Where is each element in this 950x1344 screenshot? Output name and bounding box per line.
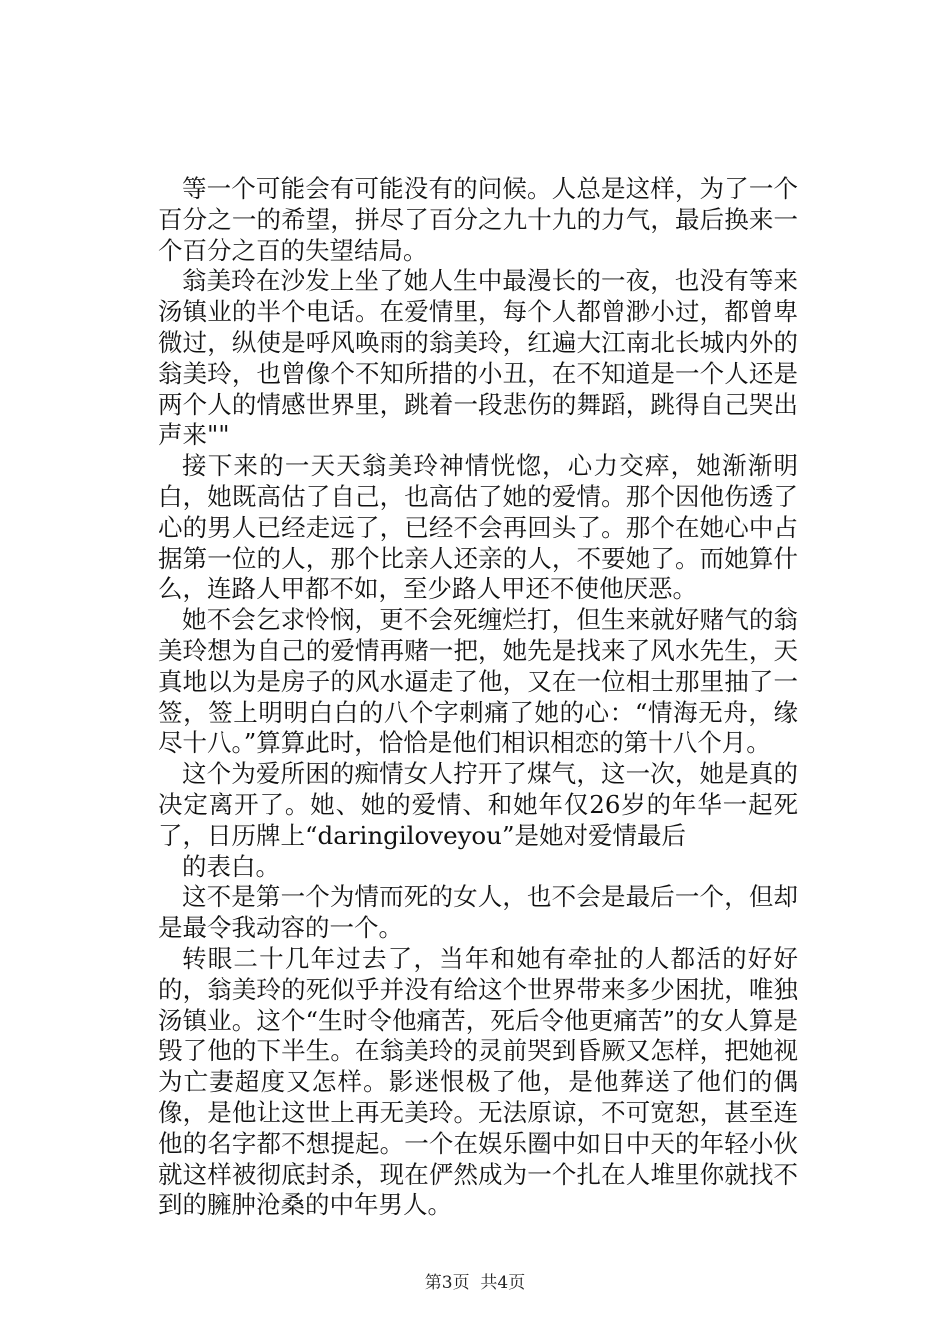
paragraph: 这个为爱所困的痴情女人拧开了煤气，这一次，她是真的决定离开了。她、她的爱情、和她年仅26岁的年华一起死了，日历牌上“daringiloveyou”是她对爱情最后	[158, 759, 798, 850]
document-body	[158, 174, 798, 1221]
paragraph: 的表白。	[182, 851, 280, 881]
paragraph: 转眼二十几年过去了，当年和她有牵扯的人都活的好好的，翁美玲的死似乎并没有给这个世界带来多少困扰，唯独汤镇业。这个“生时令他痛苦，死后令他更痛苦”的女人算是毁了他的下半生。在翁美玲的灵前哭到昏厥又怎样，把她视为亡妻超度又怎样。影迷恨极了他，是他葬送了他们的偶像，是他让这世上再无美玲。无法原谅，不可宽恕，甚至连他的名字都不想提起。一个在娱乐圈中如日中天的年轻小伙就这样被彻底封杀，现在俨然成为一个扎在人堆里你就找不到的臃肿沧桑的中年男人。	[158, 943, 798, 1220]
page-number-label: 第3页 共4页	[424, 1273, 526, 1293]
paragraph: 接下来的一天天翁美玲神情恍惚，心力交瘁，她渐渐明白，她既高估了自己，也高估了她的爱情。那个因他伤透了心的男人已经走远了，已经不会再回头了。那个在她心中占据第一位的人，那个比亲人还亲的人，不要她了。而她算什么，连路人甲都不如，至少路人甲还不使他厌恶。	[158, 451, 798, 604]
page-footer	[0, 1268, 950, 1293]
paragraph: 翁美玲在沙发上坐了她人生中最漫长的一夜，也没有等来汤镇业的半个电话。在爱情里，每个人都曾渺小过，都曾卑微过，纵使是呼风唤雨的翁美玲，红遍大江南北长城内外的翁美玲，也曾像个不知所措的小丑，在不知道是一个人还是两个人的情感世界里，跳着一段悲伤的舞蹈，跳得自己哭出声来""	[158, 266, 798, 450]
paragraph: 这不是第一个为情而死的女人，也不会是最后一个，但却是最令我动容的一个。	[158, 882, 798, 943]
paragraph: 她不会乞求怜悯，更不会死缠烂打，但生来就好赌气的翁美玲想为自己的爱情再赌一把，她先是找来了风水先生，天真地以为是房子的风水逼走了他，又在一位相士那里抽了一签，签上明明白白的八个字刺痛了她的心：“情海无舟，缘尽十八。”算算此时，恰恰是他们相识相恋的第十八个月。	[158, 605, 798, 758]
paragraph: 等一个可能会有可能没有的问候。人总是这样，为了一个百分之一的希望，拼尽了百分之九十九的力气，最后换来一个百分之百的失望结局。	[158, 174, 798, 265]
